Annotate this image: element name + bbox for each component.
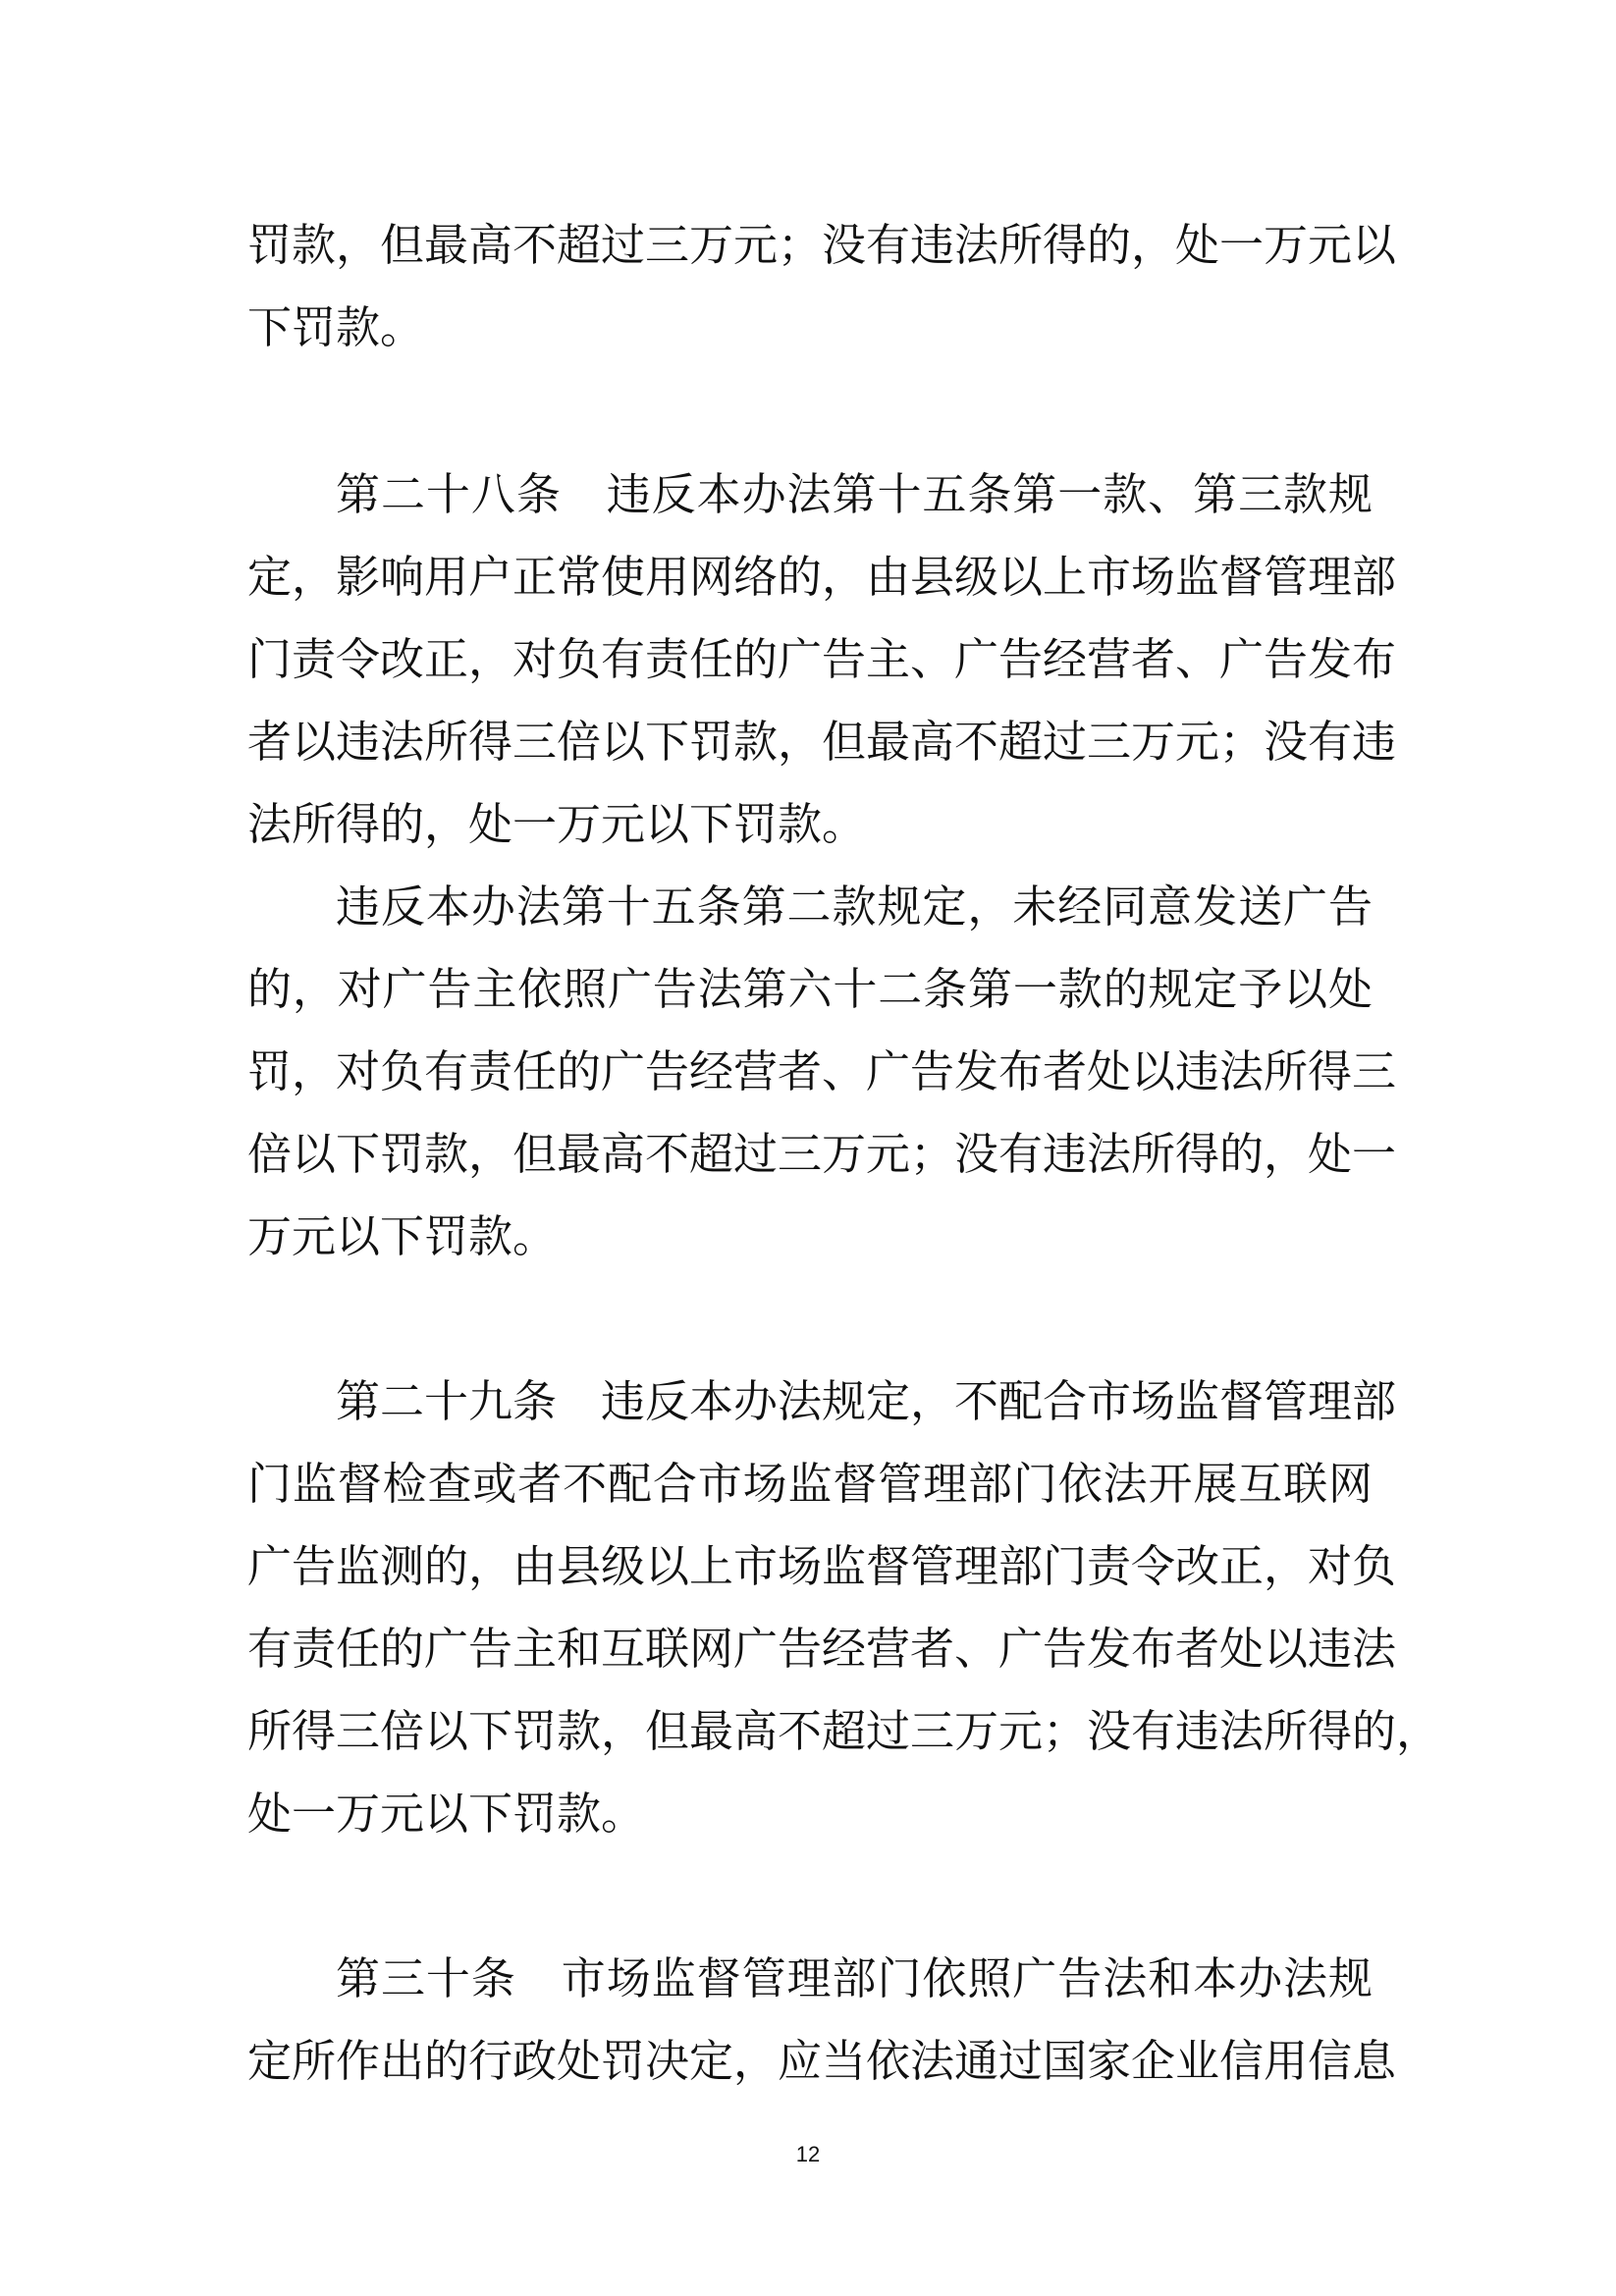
paragraph-line: 违反本办法第十五条第二款规定，未经同意发送广告 (336, 881, 1373, 933)
paragraph-line: 定所作出的行政处罚决定，应当依法通过国家企业信用信息 (247, 2035, 1397, 2087)
page-number: 12 (795, 2142, 821, 2166)
paragraph-line: 所得三倍以下罚款，但最高不超过三万元；没有违法所得的， (247, 1705, 1441, 1757)
paragraph-line: 广告监测的，由县级以上市场监督管理部门责令改正，对负 (247, 1540, 1397, 1592)
article-29-heading-line: 第二十九条 违反本办法规定，不配合市场监督管理部 (336, 1375, 1397, 1427)
paragraph-line: 罚，对负有责任的广告经营者、广告发布者处以违法所得三 (247, 1045, 1397, 1097)
paragraph-line: 门责令改正，对负有责任的广告主、广告经营者、广告发布 (247, 633, 1397, 685)
paragraph-line: 有责任的广告主和互联网广告经营者、广告发布者处以违法 (247, 1623, 1397, 1675)
paragraph-line: 定，影响用户正常使用网络的，由县级以上市场监督管理部 (247, 551, 1397, 603)
paragraph-line: 罚款，但最高不超过三万元；没有违法所得的，处一万元以 (247, 219, 1397, 271)
paragraph-line: 法所得的，处一万元以下罚款。 (247, 798, 867, 850)
paragraph-line: 门监督检查或者不配合市场监督管理部门依法开展互联网 (247, 1458, 1373, 1510)
paragraph-line: 处一万元以下罚款。 (247, 1788, 646, 1840)
article-30-heading-line: 第三十条 市场监督管理部门依照广告法和本办法规 (336, 1952, 1373, 2004)
paragraph-line: 者以违法所得三倍以下罚款，但最高不超过三万元；没有违 (247, 716, 1397, 768)
paragraph-line: 下罚款。 (247, 301, 425, 353)
article-28-heading-line: 第二十八条 违反本办法第十五条第一款、第三款规 (336, 468, 1373, 520)
paragraph-line: 的，对广告主依照广告法第六十二条第一款的规定予以处 (247, 963, 1373, 1015)
paragraph-line: 万元以下罚款。 (247, 1210, 558, 1262)
paragraph-line: 倍以下罚款，但最高不超过三万元；没有违法所得的，处一 (247, 1128, 1397, 1180)
